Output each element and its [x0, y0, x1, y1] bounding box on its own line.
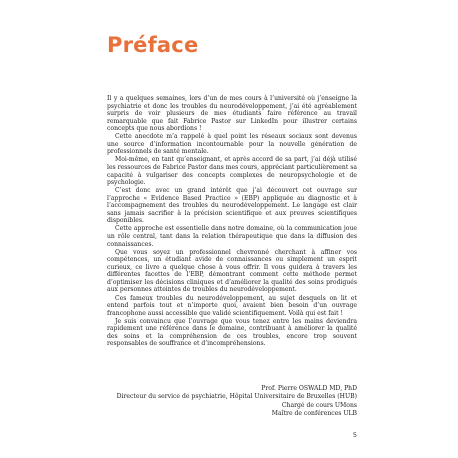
preface-body: [107, 95, 357, 348]
paragraph-7: Ces fameux troubles du neurodéveloppement, au sujet desquels on lit et entend parfois tout et n’importe quoi, avaient bien besoin d’un ouvrage francophone aussi accessible que validé scientifiquement. Voilà qui est fait !: [107, 294, 357, 317]
paragraph-6: Que vous soyez un professionnel chevronné cherchant à affiner vos compétences, un étudiant avide de connaissances ou simplement un esprit curieux, ce livre a quelque chose à vous offrir. Il vous guidera à travers les différentes facettes de l’EBP, démontrant comment cette méthode permet d’optimiser les décisions cliniques et d’améliorer la qualité des soins prodigués aux personnes atteintes de troubles du neurodéveloppement.: [107, 248, 357, 294]
paragraph-4: C’est donc avec un grand intérêt que j’ai découvert cet ouvrage sur l’approche « Evidence Based Practice » (EBP) appliquée au diagnostic et à l’accompagnement des troubles du neurodéveloppement. Le langage est clair sans jamais sacrifier à la précision scientifique et aux preuves scientifiques disponibles.: [107, 187, 357, 225]
paragraph-8: Je suis convaincu que l’ouvrage que vous tenez entre les mains deviendra rapidement une référence dans le domaine, contribuant à améliorer la qualité des soins et la compréhension de ces troubles, encore trop souvent responsables de souffrance et d’incompréhensions.: [107, 317, 357, 348]
signature-name: Prof. Pierre OSWALD MD, PhD: [261, 385, 357, 392]
page-title: Préface: [107, 33, 199, 57]
paragraph-5: Cette approche est essentielle dans notre domaine, où la communication joue un rôle central, tant dans la relation thérapeutique que dans la diffusion des connaissances.: [107, 225, 357, 248]
paragraph-2: Cette anecdote m’a rappelé à quel point les réseaux sociaux sont devenus une source d’information incontournable pour la nouvelle génération de professionnels de santé mentale.: [107, 133, 357, 156]
signature-role-3: Maître de conférences ULB: [271, 410, 357, 418]
signature-block: [107, 385, 357, 419]
signature-role-1: Directeur du service de psychiatrie, Hôpital Universitaire de Bruxelles (HUB): [116, 393, 357, 401]
signature-role-2: Chargé de cours UMons: [281, 401, 357, 409]
paragraph-1: Il y a quelques semaines, lors d’un de mes cours à l’université où j’enseigne la psychiatrie et donc les troubles du neurodéveloppement, j’ai été agréablement surpris de voir plusieurs de mes étudiants faire référence au travail remarquable que fait Fabrice Pastor sur LinkedIn pour illustrer certains concepts que nous abordions !: [107, 95, 357, 133]
page-number: 5: [352, 431, 357, 439]
paragraph-3: Moi-même, en tant qu’enseignant, et après accord de sa part, j’ai déjà utilisé les ressources de Fabrice Pastor dans mes cours, appréciant particulièrement sa capacité à vulgariser des concepts complexes de neuropsychologie et de psychologie.: [107, 156, 357, 187]
